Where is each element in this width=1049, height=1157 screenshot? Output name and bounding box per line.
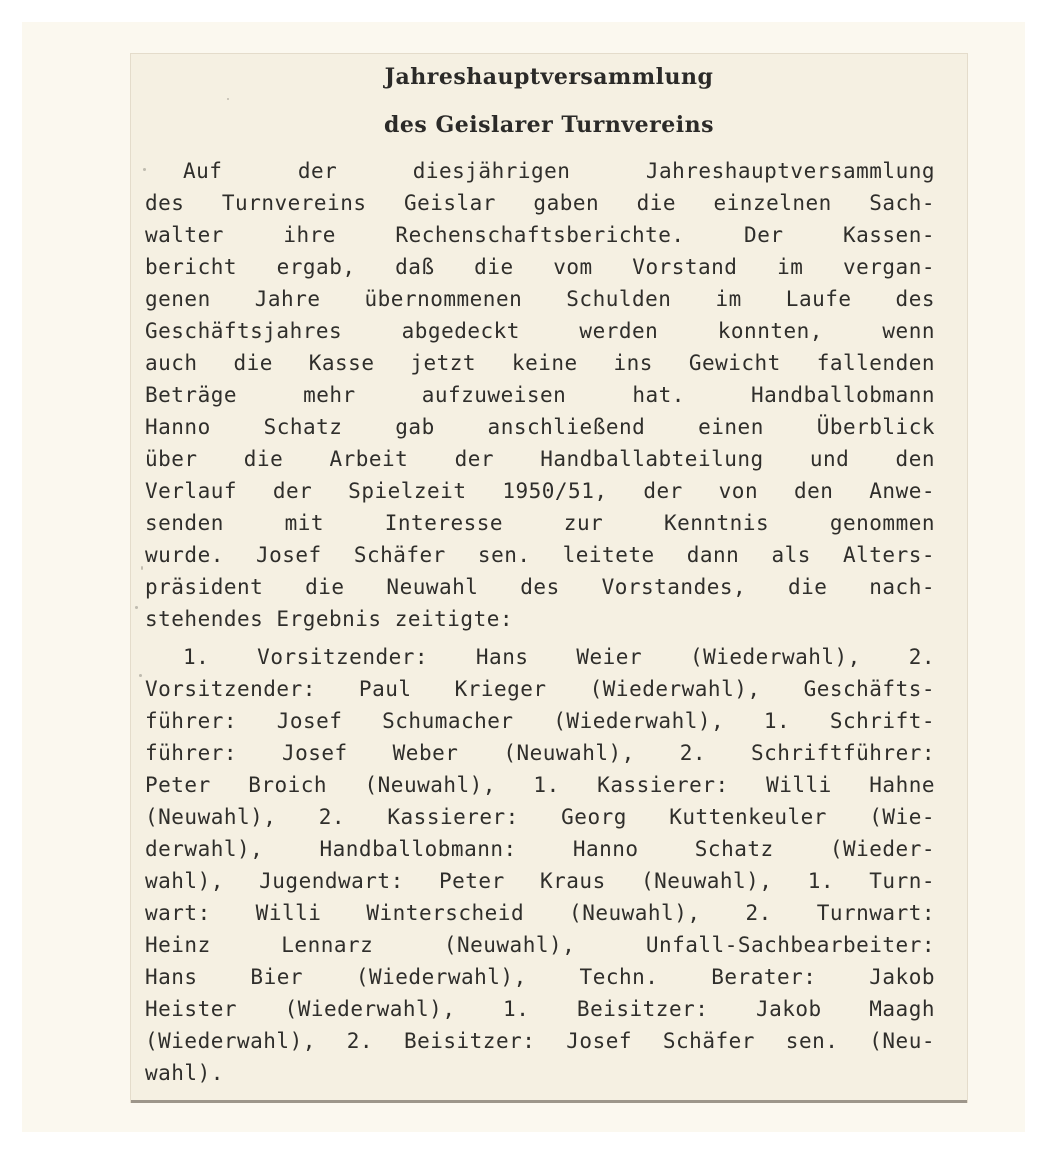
text-line: (Neuwahl), 2. Kassierer: Georg Kuttenkeuler (Wie- [145,805,935,829]
text-line: Heister (Wiederwahl), 1. Beisitzer: Jakob Maagh [145,997,935,1021]
text-line: Hanno Schatz gab anschließend einen Überblick [145,415,935,439]
text-line: Peter Broich (Neuwahl), 1. Kassierer: Willi Hahne [145,773,935,797]
text-line: führer: Josef Schumacher (Wiederwahl), 1. Schrift- [145,709,935,733]
text-line: wahl). [145,1061,224,1085]
text-line: senden mit Interesse zur Kenntnis genommen [145,511,935,535]
text-line: auch die Kasse jetzt keine ins Gewicht fallenden [145,351,935,375]
clipping-edge [131,1100,967,1103]
text-line: stehendes Ergebnis zeitigte: [145,607,514,631]
text-line: (Wiederwahl), 2. Beisitzer: Josef Schäfer sen. (Neu- [145,1029,935,1053]
text-line: 1. Vorsitzender: Hans Weier (Wiederwahl), 2. [183,645,935,669]
text-line: genen Jahre übernommenen Schulden im Laufe des [145,287,935,311]
text-line: des Turnvereins Geislar gaben die einzelnen Sach- [145,191,935,215]
text-line: führer: Josef Weber (Neuwahl), 2. Schriftführer: [145,741,935,765]
text-line: bericht ergab, daß die vom Vorstand im vergan- [145,255,935,279]
text-line: Vorsitzender: Paul Krieger (Wiederwahl), Geschäfts- [145,677,935,701]
text-line: Verlauf der Spielzeit 1950/51, der von den Anwe- [145,479,935,503]
text-line: wurde. Josef Schäfer sen. leitete dann als Alters- [145,543,935,567]
headline-line-1: Jahreshauptversammlung [384,64,714,90]
text-line: über die Arbeit der Handballabteilung und den [145,447,935,471]
text-line: Beträge mehr aufzuweisen hat. Handballobmann [145,383,935,407]
text-line: wart: Willi Winterscheid (Neuwahl), 2. Turnwart: [145,901,935,925]
text-line: walter ihre Rechenschaftsberichte. Der Kassen- [145,223,935,247]
text-line: präsident die Neuwahl des Vorstandes, die nach- [145,575,935,599]
text-line: derwahl), Handballobmann: Hanno Schatz (Wieder- [145,837,935,861]
text-line: wahl), Jugendwart: Peter Kraus (Neuwahl), 1. Turn- [145,869,935,893]
text-line: Geschäftsjahres abgedeckt werden konnten, wenn [145,319,935,343]
text-line: Hans Bier (Wiederwahl), Techn. Berater: Jakob [145,965,935,989]
text-line: Heinz Lennarz (Neuwahl), Unfall-Sachbearbeiter: [145,933,935,957]
headline-line-2: des Geislarer Turnvereins [384,112,714,138]
newspaper-clipping [131,54,967,1102]
text-line: Auf der diesjährigen Jahreshauptversammlung [183,159,935,183]
